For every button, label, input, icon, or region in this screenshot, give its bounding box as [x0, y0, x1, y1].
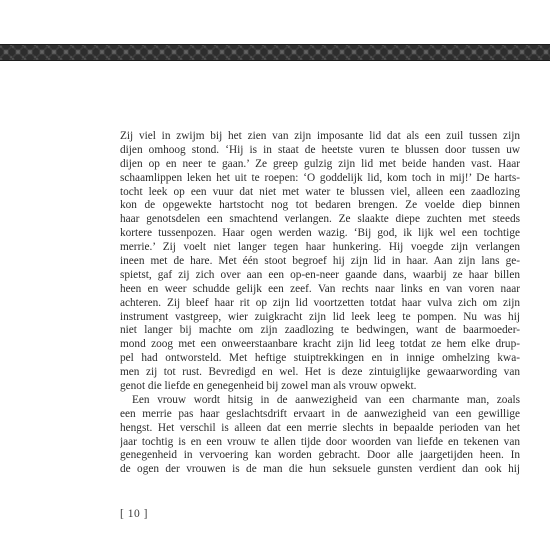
- page-number: [ 10 ]: [120, 508, 148, 520]
- text-line: merrie.’ Zij voelt niet langer tegen haar hunkering. Hij voegde zijn verlangen: [120, 241, 520, 254]
- text-line: kortere tussenpozen. Haar ogen werden wazig. ‘Bij god, ik lijk wel een tochtige: [120, 227, 520, 240]
- text-line: heen en weer schudde gelijk een zeef. Van rechts naar links en van voren naar: [120, 282, 520, 295]
- text-line: haar genotsdelen een smachtend verlangen. Ze slaakte diepe zuchten met steeds: [120, 213, 520, 226]
- text-line: pel had ontworsteld. Met heftige stuiptrekkingen en in innige omhelzing kwa-: [120, 352, 520, 365]
- text-line: spietst, gaf zij zich over aan een op-en-neer gaande dans, waarbij ze haar billen: [120, 268, 520, 281]
- text-line: schaamlippen leken het uit te roepen: ‘O goddelijk lid, kom toch in mij!’ De harts-: [120, 171, 520, 184]
- text-line: men zij tot rust. Bevredigd en wel. Het is deze zintuiglijke gewaarwording van: [120, 366, 520, 379]
- text-line: kon de opgewekte hartstocht nog tot bedaren brengen. Ze voelde diep binnen: [120, 199, 520, 212]
- text-line: dijen op en neer te gaan.’ Ze greep gulzig zijn lid met beide handen vast. Haar: [120, 157, 520, 170]
- text-line: niet langer bij machte om zijn zaadlozing te bedwingen, want de baarmoeder-: [120, 324, 520, 337]
- decorative-header-band: [0, 44, 550, 61]
- text-line: de ogen der vrouwen is de man die hun seksuele gunsten verdient dan ook hij: [120, 463, 520, 476]
- text-line: een merrie pas haar geslachtsdrift ervaart in de aanwezigheid van een gewillige: [120, 407, 520, 420]
- body-text: [120, 130, 520, 477]
- text-line: Zij viel in zwijm bij het zien van zijn imposante lid dat als een zuil tussen zijn: [120, 130, 520, 142]
- paragraph-end-line: genot die liefde en genegenheid bij zowel man als vrouw opwekt.: [120, 380, 417, 393]
- text-line: genegenheid in vervoering kan worden gebracht. Door alle jaargetijden heen. In: [120, 449, 520, 462]
- text-line: jaar tochtig is en een vrouw te allen tijde door woorden van liefde en tekenen van: [120, 435, 520, 448]
- text-line: dijen omhoog stond. ‘Hij is in staat de heetste vuren te blussen door tussen uw: [120, 143, 520, 156]
- text-line: tocht leek op een vuur dat niet met water te blussen viel, alleen een zaadlozing: [120, 185, 520, 198]
- text-line: mond zoog met een onweerstaanbare kracht zijn lid leeg totdat ze hem elke drup-: [120, 338, 520, 351]
- text-line: hengst. Het verschil is alleen dat een merrie slechts in bepaalde perioden van het: [120, 421, 520, 434]
- paragraph-start-line: Een vrouw wordt hitsig in de aanwezigheid van een charmante man, zoals: [132, 393, 520, 406]
- text-line: achteren. Zij bleef haar rit op zijn lid voortzetten totdat haar vulva zich om zijn: [120, 296, 520, 309]
- text-line: instrument vastgreep, wier zuigkracht zijn lid leek leeg te pompen. Nu was hij: [120, 310, 520, 323]
- text-line: ineen met de hare. Met één stoot begroef hij zijn lid in haar. Aan zijn lans ge-: [120, 255, 520, 268]
